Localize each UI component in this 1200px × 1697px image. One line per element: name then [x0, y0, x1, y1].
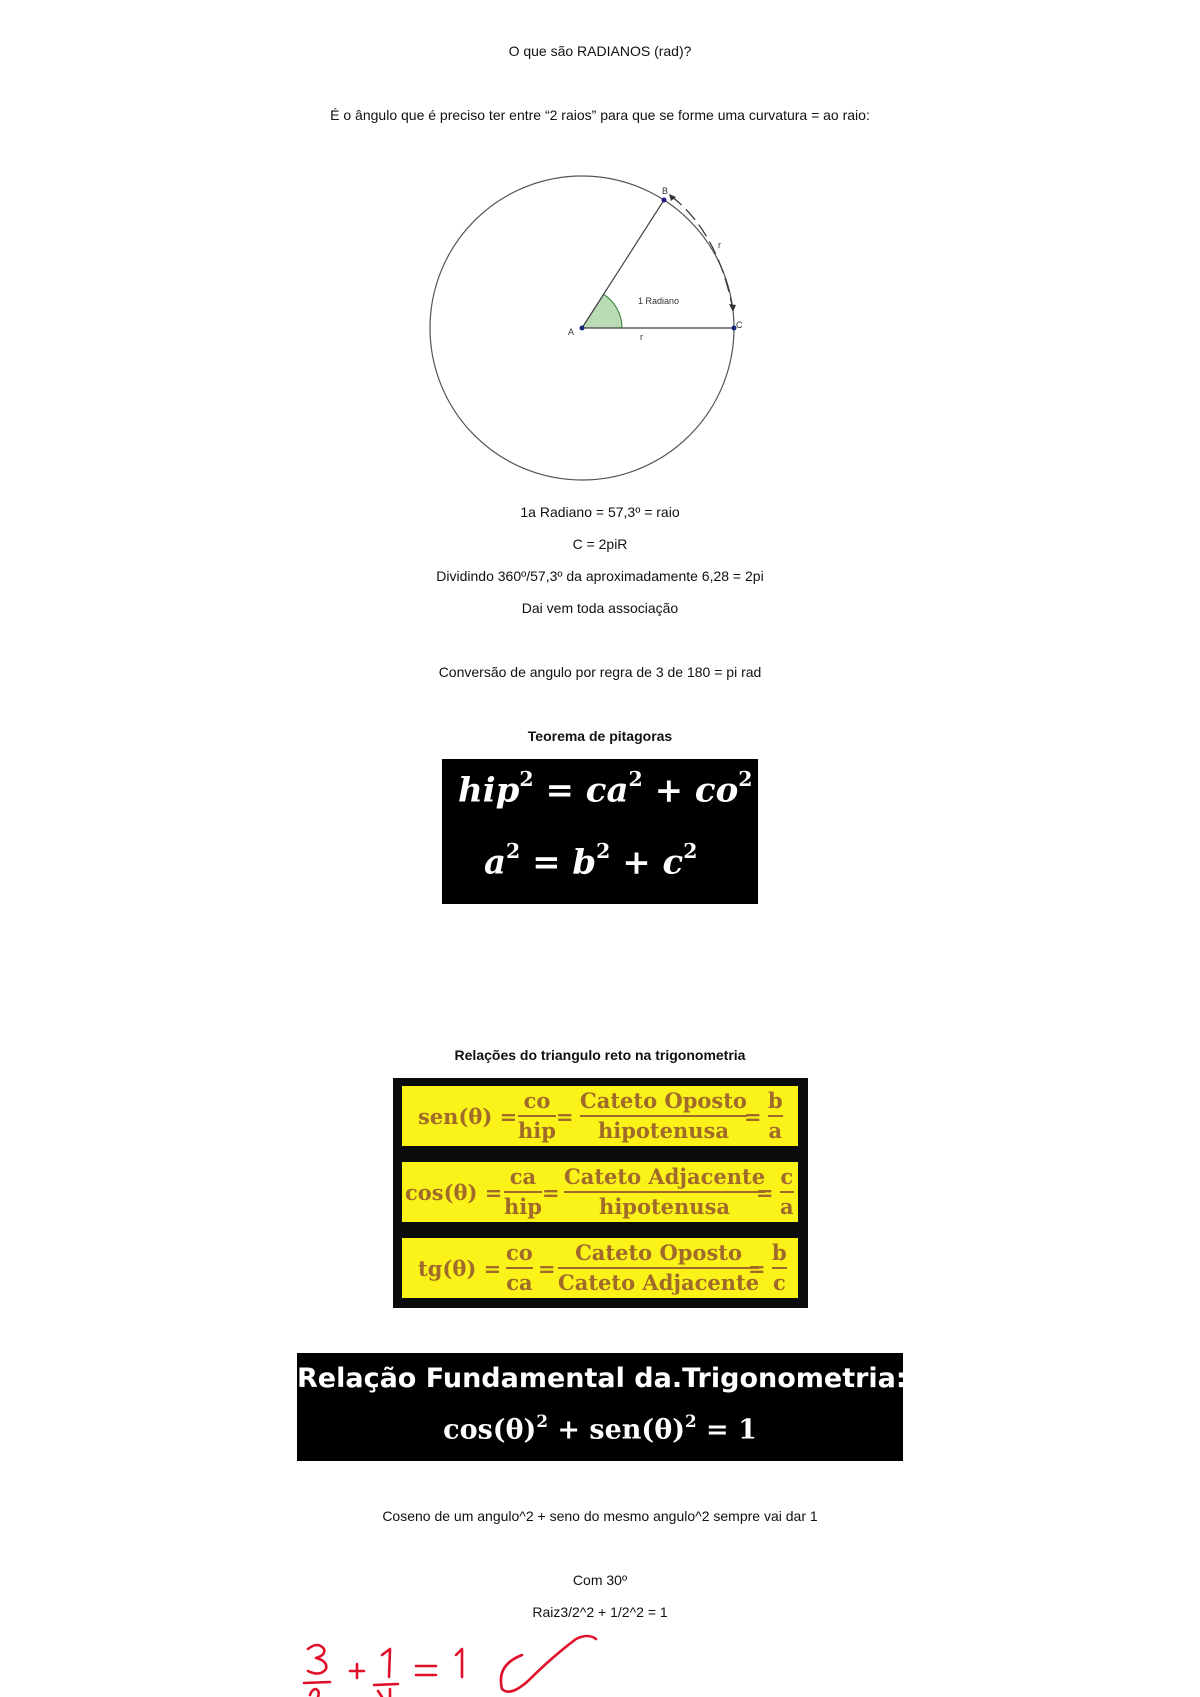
label-c: C [736, 320, 743, 330]
arc-arrow-end [729, 304, 736, 312]
arc-label: r [718, 240, 721, 250]
fraction-short [506, 1240, 533, 1296]
note-radian: 1a Radiano = 57,3º = raio [520, 504, 680, 520]
eq-term: + c [610, 842, 684, 883]
fraction-num: c [780, 1164, 794, 1189]
eq-term: hip [458, 770, 520, 811]
label-b: B [662, 186, 669, 196]
page-title: O que são RADIANOS (rad)? [508, 43, 692, 59]
fraction-num: co [506, 1240, 533, 1265]
eq-term: cos(θ) [443, 1414, 537, 1446]
fraction-num: Cateto Oposto [580, 1088, 747, 1113]
eq-exp: 2 [683, 839, 698, 863]
fraction-long [580, 1088, 747, 1144]
fraction-den: hipotenusa [597, 1118, 729, 1143]
eq-exp: 2 [519, 767, 534, 791]
trig-relations-image [393, 1078, 808, 1308]
intro-text: É o ângulo que é preciso ter entre “2 raios” para que se forme uma curvatura = ao raio: [330, 107, 870, 123]
note-division: Dividindo 360º/57,3º da aproximadamente 6,28 = 2pi [436, 568, 764, 584]
arc-r-indicator [671, 196, 733, 310]
fraction-den: ca [506, 1270, 533, 1295]
trig-title: Relações do triangulo reto na trigonometria [454, 1047, 746, 1063]
eq-sign: = [538, 1256, 556, 1281]
fraction-num: co [523, 1088, 551, 1113]
eq-exp: 2 [738, 767, 753, 791]
closing-example-calc: Raiz3/2^2 + 1/2^2 = 1 [532, 1604, 668, 1620]
label-a: A [568, 327, 575, 337]
fraction-num: b [772, 1240, 787, 1265]
fraction-num: b [768, 1088, 783, 1113]
radius-ab [582, 200, 664, 328]
eq-term: + co [642, 770, 739, 811]
fraction-den: a [768, 1118, 783, 1143]
note-circumference: C = 2piR [572, 536, 628, 552]
fraction-den: Cateto Adjacente [558, 1270, 760, 1295]
eq-exp: 2 [685, 1411, 697, 1431]
radian-diagram [400, 160, 743, 490]
trig-lhs: cos(θ) = [405, 1180, 503, 1205]
radius-label: r [640, 332, 643, 342]
fraction-den: a [780, 1194, 794, 1219]
pythagoras-eq-abc [484, 839, 697, 882]
angle-sector [582, 294, 622, 328]
eq-sign: = [748, 1256, 766, 1281]
arc-arrow-start [669, 194, 676, 201]
fraction-den: hipotenusa [599, 1194, 731, 1219]
fraction-long [564, 1164, 765, 1220]
fraction-short [518, 1088, 556, 1144]
closing-example-angle: Com 30º [572, 1572, 628, 1588]
fraction-letters [772, 1240, 787, 1296]
point-b [662, 198, 667, 203]
fraction-num: Cateto Adjacente [564, 1164, 766, 1189]
eq-exp: 2 [536, 1411, 548, 1431]
closing-explanation: Coseno de um angulo^2 + seno do mesmo angulo^2 sempre vai dar 1 [382, 1508, 818, 1524]
eq-sign: = [756, 1180, 774, 1205]
angle-label: 1 Radiano [638, 296, 680, 306]
eq-sign: = [744, 1104, 762, 1129]
trig-row-cos [402, 1162, 798, 1222]
eq-sign: = [556, 1104, 574, 1129]
point-a [580, 326, 585, 331]
eq-exp: 2 [596, 839, 611, 863]
eq-term: = ca [533, 770, 629, 811]
fraction-den: hip [504, 1194, 542, 1219]
trig-row-tg [402, 1238, 798, 1298]
fundamental-equation [297, 1411, 903, 1446]
eq-sign: = [542, 1180, 560, 1205]
trig-row-sen [402, 1086, 798, 1146]
eq-term: + sen(θ) [548, 1414, 685, 1446]
eq-term: a [484, 842, 507, 883]
fraction-letters [780, 1164, 794, 1220]
eq-term: = 1 [696, 1414, 757, 1446]
pythagoras-title: Teorema de pitagoras [527, 728, 673, 744]
eq-term: = b [520, 842, 597, 883]
fundamental-title: Relação Fundamental da.Trigonometria: [297, 1363, 907, 1394]
eq-exp: 2 [628, 767, 643, 791]
pythagoras-eq-hip [458, 767, 752, 810]
pythagoras-formula-image [442, 759, 758, 904]
note-conversion: Conversão de angulo por regra de 3 de 180 = pi rad [438, 664, 762, 680]
fraction-num: ca [509, 1164, 537, 1189]
fraction-den: c [772, 1270, 786, 1295]
handwritten-annotation [290, 1625, 670, 1697]
fraction-num: Cateto Oposto [575, 1240, 742, 1265]
fraction-den: hip [518, 1118, 556, 1143]
fundamental-relation-image [297, 1353, 907, 1461]
eq-exp: 2 [506, 839, 521, 863]
trig-lhs: tg(θ) = [418, 1256, 502, 1281]
trig-lhs: sen(θ) = [418, 1104, 518, 1129]
note-association: Dai vem toda associação [521, 600, 679, 616]
fraction-letters [768, 1088, 783, 1144]
fraction-short [504, 1164, 542, 1220]
fraction-long [558, 1240, 759, 1296]
